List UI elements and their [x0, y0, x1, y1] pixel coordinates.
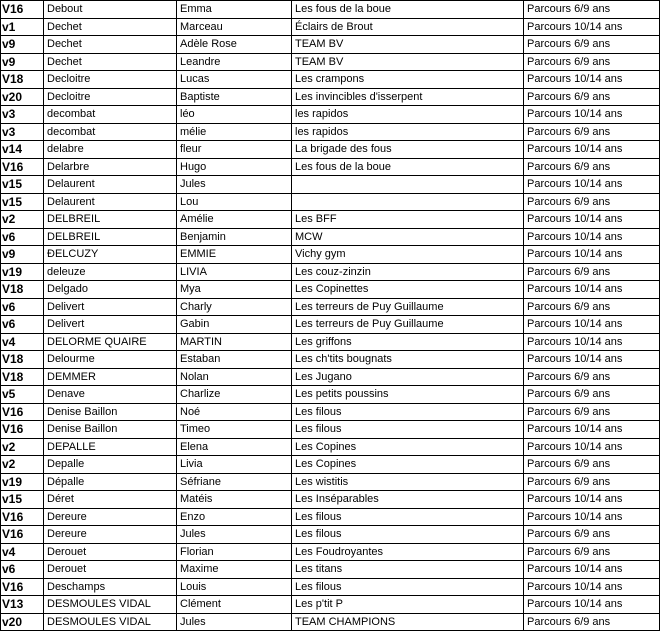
cell-vague[interactable]: v6	[1, 316, 44, 334]
table-row	[1, 596, 660, 614]
cell-parcours[interactable]: Parcours 10/14 ans	[524, 176, 660, 194]
cell-nom[interactable]: ĐELCUZY	[44, 246, 177, 264]
table-row	[1, 263, 660, 281]
table-row	[1, 386, 660, 404]
cell-nom[interactable]: DELBREIL	[44, 211, 177, 229]
cell-prenom[interactable]: Maxime	[177, 561, 292, 579]
cell-vague[interactable]: v3	[1, 123, 44, 141]
cell-nom[interactable]: DEMMER	[44, 368, 177, 386]
cell-vague[interactable]: v9	[1, 246, 44, 264]
cell-nom[interactable]: Denave	[44, 386, 177, 404]
cell-parcours[interactable]: Parcours 6/9 ans	[524, 193, 660, 211]
cell-vague[interactable]: V18	[1, 71, 44, 89]
cell-vague[interactable]: V18	[1, 351, 44, 369]
cell-parcours[interactable]: Parcours 10/14 ans	[524, 246, 660, 264]
cell-vague[interactable]: v9	[1, 36, 44, 54]
table-row	[1, 18, 660, 36]
cell-prenom[interactable]: Jules	[177, 176, 292, 194]
cell-equipe[interactable]: Les fous de la boue	[292, 1, 524, 19]
table-row	[1, 123, 660, 141]
table-row	[1, 228, 660, 246]
cell-prenom[interactable]: Enzo	[177, 508, 292, 526]
cell-vague[interactable]: V16	[1, 158, 44, 176]
cell-nom[interactable]: Decloitre	[44, 88, 177, 106]
cell-equipe[interactable]: La brigade des fous	[292, 141, 524, 159]
cell-vague[interactable]: V16	[1, 1, 44, 19]
cell-prenom[interactable]: Matéis	[177, 491, 292, 509]
cell-parcours[interactable]: Parcours 10/14 ans	[524, 281, 660, 299]
cell-prenom[interactable]: Livia	[177, 456, 292, 474]
cell-vague[interactable]: V18	[1, 281, 44, 299]
cell-prenom[interactable]: Baptiste	[177, 88, 292, 106]
cell-prenom[interactable]: LIVIA	[177, 263, 292, 281]
cell-nom[interactable]: Delaurent	[44, 176, 177, 194]
cell-parcours[interactable]: Parcours 10/14 ans	[524, 421, 660, 439]
cell-parcours[interactable]: Parcours 10/14 ans	[524, 141, 660, 159]
cell-vague[interactable]: v3	[1, 106, 44, 124]
cell-equipe[interactable]: Les ch'tits bougnats	[292, 351, 524, 369]
cell-nom[interactable]: Delaurent	[44, 193, 177, 211]
cell-equipe[interactable]: Éclairs de Brout	[292, 18, 524, 36]
cell-nom[interactable]: Dereure	[44, 508, 177, 526]
cell-prenom[interactable]: Adèle Rose	[177, 36, 292, 54]
cell-equipe[interactable]	[292, 176, 524, 194]
cell-equipe[interactable]: TEAM CHAMPIONS	[292, 613, 524, 631]
table-row	[1, 193, 660, 211]
cell-equipe[interactable]: Les invincibles d'isserpent	[292, 88, 524, 106]
cell-equipe[interactable]: Les Copines	[292, 438, 524, 456]
table-row	[1, 298, 660, 316]
cell-equipe[interactable]	[292, 193, 524, 211]
cell-parcours[interactable]: Parcours 10/14 ans	[524, 106, 660, 124]
cell-nom[interactable]: Debout	[44, 1, 177, 19]
cell-nom[interactable]: Déret	[44, 491, 177, 509]
cell-nom[interactable]: decombat	[44, 123, 177, 141]
cell-parcours[interactable]: Parcours 10/14 ans	[524, 438, 660, 456]
cell-parcours[interactable]: Parcours 10/14 ans	[524, 333, 660, 351]
cell-nom[interactable]: Delarbre	[44, 158, 177, 176]
cell-prenom[interactable]: Mya	[177, 281, 292, 299]
cell-prenom[interactable]: Benjamin	[177, 228, 292, 246]
cell-parcours[interactable]: Parcours 6/9 ans	[524, 613, 660, 631]
cell-parcours[interactable]: Parcours 10/14 ans	[524, 508, 660, 526]
cell-prenom[interactable]: Charlize	[177, 386, 292, 404]
cell-equipe[interactable]: TEAM BV	[292, 36, 524, 54]
cell-prenom[interactable]: Elena	[177, 438, 292, 456]
cell-vague[interactable]: v6	[1, 228, 44, 246]
table-row	[1, 158, 660, 176]
table-row	[1, 508, 660, 526]
cell-parcours[interactable]: Parcours 6/9 ans	[524, 1, 660, 19]
cell-prenom[interactable]: léo	[177, 106, 292, 124]
cell-prenom[interactable]: Lucas	[177, 71, 292, 89]
cell-nom[interactable]: DEPALLE	[44, 438, 177, 456]
cell-prenom[interactable]: Louis	[177, 578, 292, 596]
cell-vague[interactable]: V16	[1, 508, 44, 526]
cell-prenom[interactable]: Hugo	[177, 158, 292, 176]
table-row	[1, 316, 660, 334]
cell-prenom[interactable]: Lou	[177, 193, 292, 211]
cell-parcours[interactable]: Parcours 6/9 ans	[524, 158, 660, 176]
cell-parcours[interactable]: Parcours 10/14 ans	[524, 578, 660, 596]
cell-vague[interactable]: V16	[1, 421, 44, 439]
cell-parcours[interactable]: Parcours 6/9 ans	[524, 36, 660, 54]
cell-equipe[interactable]: Les Jugano	[292, 368, 524, 386]
cell-equipe[interactable]: Les Copinettes	[292, 281, 524, 299]
cell-prenom[interactable]: Séfriane	[177, 473, 292, 491]
cell-parcours[interactable]: Parcours 6/9 ans	[524, 53, 660, 71]
cell-prenom[interactable]: Jules	[177, 613, 292, 631]
cell-equipe[interactable]: les rapidos	[292, 123, 524, 141]
cell-nom[interactable]: Delivert	[44, 298, 177, 316]
cell-parcours[interactable]: Parcours 6/9 ans	[524, 298, 660, 316]
cell-parcours[interactable]: Parcours 6/9 ans	[524, 368, 660, 386]
cell-equipe[interactable]: les rapidos	[292, 106, 524, 124]
cell-vague[interactable]: v2	[1, 456, 44, 474]
cell-equipe[interactable]: TEAM BV	[292, 53, 524, 71]
cell-vague[interactable]: v15	[1, 491, 44, 509]
cell-nom[interactable]: deleuze	[44, 263, 177, 281]
cell-vague[interactable]: v9	[1, 53, 44, 71]
cell-equipe[interactable]: Les petits poussins	[292, 386, 524, 404]
table-row	[1, 421, 660, 439]
table-row	[1, 1, 660, 19]
table-row	[1, 526, 660, 544]
table-row	[1, 578, 660, 596]
cell-prenom[interactable]: Emma	[177, 1, 292, 19]
cell-nom[interactable]: Denise Baillon	[44, 421, 177, 439]
cell-equipe[interactable]: Les titans	[292, 561, 524, 579]
cell-vague[interactable]: v2	[1, 211, 44, 229]
cell-parcours[interactable]: Parcours 6/9 ans	[524, 403, 660, 421]
cell-equipe[interactable]: Les Foudroyantes	[292, 543, 524, 561]
cell-prenom[interactable]: Amélie	[177, 211, 292, 229]
cell-nom[interactable]: Derouet	[44, 543, 177, 561]
cell-vague[interactable]: v20	[1, 613, 44, 631]
cell-nom[interactable]: Dereure	[44, 526, 177, 544]
cell-prenom[interactable]: Florian	[177, 543, 292, 561]
cell-equipe[interactable]: Les BFF	[292, 211, 524, 229]
cell-equipe[interactable]: Les crampons	[292, 71, 524, 89]
cell-nom[interactable]: DESMOULES VIDAL	[44, 613, 177, 631]
cell-prenom[interactable]: Leandre	[177, 53, 292, 71]
cell-equipe[interactable]: Les Copines	[292, 456, 524, 474]
cell-vague[interactable]: v19	[1, 263, 44, 281]
cell-vague[interactable]: v2	[1, 438, 44, 456]
cell-parcours[interactable]: Parcours 10/14 ans	[524, 316, 660, 334]
cell-equipe[interactable]: Les terreurs de Puy Guillaume	[292, 316, 524, 334]
table-row	[1, 106, 660, 124]
cell-vague[interactable]: V13	[1, 596, 44, 614]
cell-vague[interactable]: V16	[1, 526, 44, 544]
cell-prenom[interactable]: Charly	[177, 298, 292, 316]
cell-equipe[interactable]: MCW	[292, 228, 524, 246]
cell-parcours[interactable]: Parcours 6/9 ans	[524, 543, 660, 561]
table-row	[1, 71, 660, 89]
cell-parcours[interactable]: Parcours 6/9 ans	[524, 386, 660, 404]
cell-prenom[interactable]: Estaban	[177, 351, 292, 369]
cell-parcours[interactable]: Parcours 6/9 ans	[524, 88, 660, 106]
cell-nom[interactable]: Dechet	[44, 36, 177, 54]
cell-equipe[interactable]: Les wistitis	[292, 473, 524, 491]
cell-nom[interactable]: Derouet	[44, 561, 177, 579]
cell-nom[interactable]: Dépalle	[44, 473, 177, 491]
cell-nom[interactable]: Delgado	[44, 281, 177, 299]
cell-nom[interactable]: decombat	[44, 106, 177, 124]
table-row	[1, 613, 660, 631]
cell-prenom[interactable]: MARTIN	[177, 333, 292, 351]
cell-parcours[interactable]: Parcours 6/9 ans	[524, 123, 660, 141]
table-row	[1, 176, 660, 194]
cell-parcours[interactable]: Parcours 6/9 ans	[524, 526, 660, 544]
cell-vague[interactable]: v15	[1, 193, 44, 211]
table-row	[1, 36, 660, 54]
table-row	[1, 53, 660, 71]
cell-prenom[interactable]: Jules	[177, 526, 292, 544]
cell-nom[interactable]: DELORME QUAIRE	[44, 333, 177, 351]
cell-nom[interactable]: DELBREIL	[44, 228, 177, 246]
cell-equipe[interactable]: Les couz-zinzin	[292, 263, 524, 281]
cell-nom[interactable]: Dechet	[44, 18, 177, 36]
cell-vague[interactable]: v5	[1, 386, 44, 404]
cell-vague[interactable]: v1	[1, 18, 44, 36]
participants-table-body	[1, 1, 660, 631]
cell-parcours[interactable]: Parcours 6/9 ans	[524, 473, 660, 491]
cell-vague[interactable]: v20	[1, 88, 44, 106]
cell-nom[interactable]: Deschamps	[44, 578, 177, 596]
cell-vague[interactable]: V16	[1, 403, 44, 421]
cell-equipe[interactable]: Les Inséparables	[292, 491, 524, 509]
cell-vague[interactable]: v15	[1, 176, 44, 194]
table-row	[1, 438, 660, 456]
cell-parcours[interactable]: Parcours 10/14 ans	[524, 228, 660, 246]
cell-vague[interactable]: v19	[1, 473, 44, 491]
cell-parcours[interactable]: Parcours 10/14 ans	[524, 211, 660, 229]
table-row	[1, 246, 660, 264]
cell-parcours[interactable]: Parcours 10/14 ans	[524, 596, 660, 614]
cell-nom[interactable]: Decloitre	[44, 71, 177, 89]
cell-vague[interactable]: v6	[1, 561, 44, 579]
cell-nom[interactable]: Delivert	[44, 316, 177, 334]
table-row	[1, 351, 660, 369]
cell-vague[interactable]: v4	[1, 333, 44, 351]
cell-prenom[interactable]: Timeo	[177, 421, 292, 439]
cell-equipe[interactable]: Vichy gym	[292, 246, 524, 264]
cell-equipe[interactable]: Les filous	[292, 508, 524, 526]
cell-nom[interactable]: Denise Baillon	[44, 403, 177, 421]
cell-prenom[interactable]: Clément	[177, 596, 292, 614]
table-row	[1, 281, 660, 299]
cell-prenom[interactable]: Marceau	[177, 18, 292, 36]
table-row	[1, 333, 660, 351]
cell-parcours[interactable]: Parcours 10/14 ans	[524, 561, 660, 579]
table-row	[1, 141, 660, 159]
cell-prenom[interactable]: Noé	[177, 403, 292, 421]
table-row	[1, 543, 660, 561]
cell-prenom[interactable]: mélie	[177, 123, 292, 141]
cell-equipe[interactable]: Les filous	[292, 403, 524, 421]
cell-nom[interactable]: DESMOULES VIDAL	[44, 596, 177, 614]
cell-vague[interactable]: V18	[1, 368, 44, 386]
cell-vague[interactable]: v14	[1, 141, 44, 159]
table-row	[1, 491, 660, 509]
cell-prenom[interactable]: Gabin	[177, 316, 292, 334]
cell-equipe[interactable]: Les griffons	[292, 333, 524, 351]
cell-equipe[interactable]: Les terreurs de Puy Guillaume	[292, 298, 524, 316]
cell-equipe[interactable]: Les filous	[292, 421, 524, 439]
cell-nom[interactable]: delabre	[44, 141, 177, 159]
cell-vague[interactable]: v4	[1, 543, 44, 561]
cell-parcours[interactable]: Parcours 10/14 ans	[524, 351, 660, 369]
cell-nom[interactable]: Delourme	[44, 351, 177, 369]
table-row	[1, 473, 660, 491]
cell-vague[interactable]: V16	[1, 578, 44, 596]
cell-parcours[interactable]: Parcours 10/14 ans	[524, 18, 660, 36]
cell-nom[interactable]: Depalle	[44, 456, 177, 474]
cell-equipe[interactable]: Les filous	[292, 526, 524, 544]
cell-vague[interactable]: v6	[1, 298, 44, 316]
table-row	[1, 456, 660, 474]
cell-prenom[interactable]: Nolan	[177, 368, 292, 386]
cell-equipe[interactable]: Les filous	[292, 578, 524, 596]
cell-equipe[interactable]: Les fous de la boue	[292, 158, 524, 176]
cell-parcours[interactable]: Parcours 6/9 ans	[524, 263, 660, 281]
table-row	[1, 368, 660, 386]
table-row	[1, 561, 660, 579]
cell-equipe[interactable]: Les p'tit P	[292, 596, 524, 614]
cell-nom[interactable]: Dechet	[44, 53, 177, 71]
cell-prenom[interactable]: EMMIE	[177, 246, 292, 264]
cell-parcours[interactable]: Parcours 10/14 ans	[524, 491, 660, 509]
table-row	[1, 211, 660, 229]
cell-prenom[interactable]: fleur	[177, 141, 292, 159]
cell-parcours[interactable]: Parcours 6/9 ans	[524, 456, 660, 474]
table-row	[1, 403, 660, 421]
table-row	[1, 88, 660, 106]
cell-parcours[interactable]: Parcours 10/14 ans	[524, 71, 660, 89]
